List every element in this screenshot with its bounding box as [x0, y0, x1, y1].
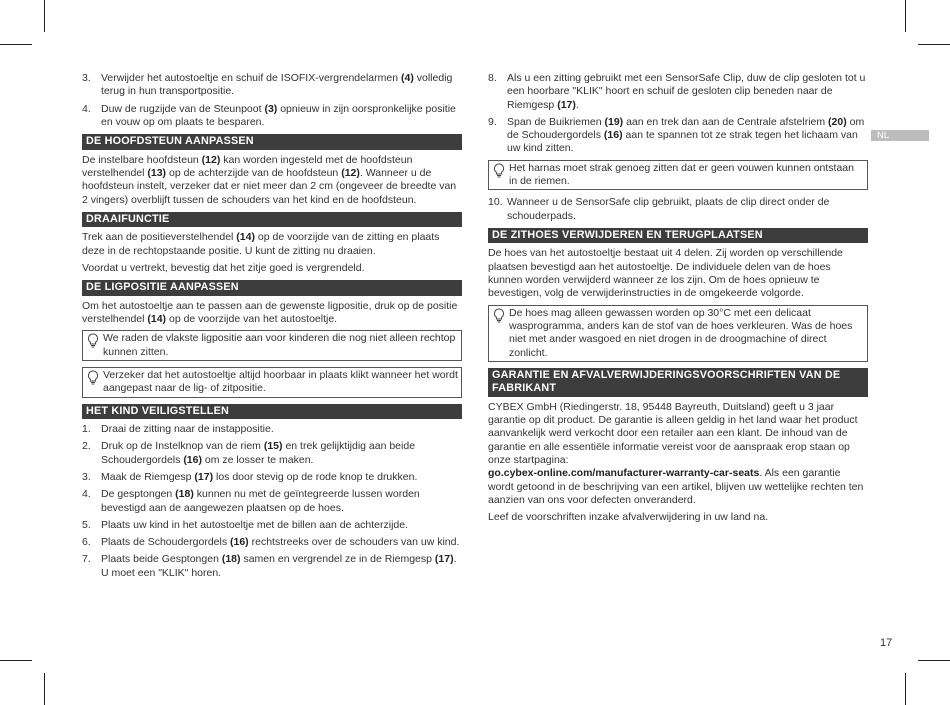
note-box [82, 367, 462, 398]
list-item: 2. Druk op de Instelknop van de riem (15) en trek gelijktijdig aan beide Schoudergordels (16) om ze losser te maken. [82, 440, 416, 466]
note-box [488, 305, 868, 362]
paragraph-rotate-2: Voordat u vertrekt, bevestig dat het zitje goed is vergrendeld. [82, 261, 365, 274]
paragraph-recline: Om het autostoeltje aan te passen aan de gewenste ligpositie, druk op de positie verstelhendel (14) op de voorzijde van het autostoeltje. [82, 299, 458, 326]
crop-mark [905, 673, 906, 705]
list-item-text: Plaats beide Gesptongen (18) samen en vergrendel ze in de Riemgesp (17). U moet een "KLIK" horen. [101, 553, 457, 579]
warranty-text: . Als een garantie wordt getoond in de beschrijving van een artikel, blijven uw wettelijke rechten ten aanzien van ons voor defecten onveranderd. [488, 467, 864, 506]
list-item-text: Duw de rugzijde van de Steunpoot (3) opnieuw in zijn oorspronkelijke positie en vouw op om plaats te besparen. [101, 102, 456, 128]
warranty-link[interactable]: go.cybex-online.com/manufacturer-warranty-car-seats [488, 467, 760, 480]
section-heading-secure: HET KIND VEILIGSTELLEN [82, 404, 462, 420]
crop-mark [918, 660, 950, 661]
list-item-text: Verwijder het autostoeltje en schuif de ISOFIX-vergrendelarmen (4) volledig terug in hun transportpositie. [101, 72, 453, 98]
section-heading-cover: DE ZITHOES VERWIJDEREN EN TERUGPLAATSEN [488, 228, 868, 244]
list-item-text: Druk op de Instelknop van de riem (15) en trek gelijktijdig aan beide Schoudergordels (16) om ze losser te maken. [101, 440, 416, 466]
list-item-text: Als u een zitting gebruikt met een SensorSafe Clip, duw de clip gesloten tot u een hoorbare "KLIK" hoort en schuif de gesloten clip beneden naar de Riemgesp (17). [507, 72, 866, 111]
list-item: 7. Plaats beide Gesptongen (18) samen en vergrendel ze in de Riemgesp (17). U moet een "KLIK" horen. [82, 553, 457, 579]
list-item: 4. Duw de rugzijde van de Steunpoot (3) opnieuw in zijn oorspronkelijke positie en vouw op om plaats te besparen. [82, 102, 456, 128]
paragraph-headrest: De instelbare hoofdsteun (12) kan worden ingesteld met de hoofdsteun verstelhendel (13) op de achterzijde van de hoofdsteun (12). Wanneer u de hoofdsteun instelt, verzeker dat er niet meer dan 2 cm (ongeveer de breedte van 2 vingers) overblijft tussen de schouders van het kind en de hoofdsteun. [82, 153, 457, 206]
note-box [82, 330, 462, 361]
list-item-text: Plaats de Schoudergordels (16) rechtstreeks over de schouders van uw kind. [101, 536, 460, 549]
right-column [488, 72, 868, 529]
warranty-text: CYBEX GmbH (Riedingerstr. 18, 95448 Bayreuth, Duitsland) geeft u 3 jaar garantie op dit product. De garantie is alleen geldig in het land waar het product aanvankelijk werd verkocht door een retailer aan een klant. De inhoud van de garantie en alle essentiële informatie vereist voor de aanspraak erop staan op onze startpagina: [488, 400, 858, 467]
crop-mark [44, 673, 45, 705]
steps-list-c [488, 72, 868, 156]
crop-mark [44, 0, 45, 32]
paragraph-warranty [488, 401, 868, 507]
page-number: 17 [880, 637, 893, 649]
list-item-text: Draai de zitting naar de instappositie. [101, 423, 274, 436]
crop-mark [905, 0, 906, 32]
list-item-text: Wanneer u de SensorSafe clip gebruikt, plaats de clip direct onder de schouderpads. [507, 196, 830, 222]
list-item: 3. Maak de Riemgesp (17) los door stevig op de rode knop te drukken. [82, 470, 418, 483]
section-heading-headrest: DE HOOFDSTEUN AANPASSEN [82, 134, 462, 150]
paragraph-cover: De hoes van het autostoeltje bestaat uit 4 delen. Zij worden op verschillende plaatsen bevestigd aan het autostoeltje. De individuele delen van de hoes kunnen worden verwijderd wanneer ze los zijn. Om de hoes opnieuw te bevestigen, volg de verwijderinstructies in de omgekeerde volgorde. [488, 247, 843, 300]
section-heading-warranty: GARANTIE EN AFVALVERWIJDERINGSVOORSCHRIFTEN VAN DE FABRIKANT [488, 368, 868, 397]
paragraph-disposal: Leef de voorschriften inzake afvalverwijdering in uw land na. [488, 511, 769, 524]
list-item: 1. Draai de zitting naar de instappositie. [82, 423, 274, 436]
list-item-text: Maak de Riemgesp (17) los door stevig op de rode knop te drukken. [101, 470, 418, 483]
list-item: 3. Verwijder het autostoeltje en schuif de ISOFIX-vergrendelarmen (4) volledig terug in hun transportpositie. [82, 72, 453, 98]
paragraph-rotate-1: Trek aan de positieverstelhendel (14) op de voorzijde van de zitting en plaats deze in de rechtopstaande positie. U kunt de zitting nu draaien. [82, 231, 440, 257]
left-column [82, 72, 462, 584]
list-item: 8. Als u een zitting gebruikt met een SensorSafe Clip, duw de clip gesloten tot u een hoorbare "KLIK" hoort en schuif de gesloten clip beneden naar de Riemgesp (17). [488, 72, 866, 111]
note-box [488, 160, 868, 191]
list-item: 4. De gesptongen (18) kunnen nu met de geïntegreerde lussen worden bevestigd aan de aangewezen plaatsen op de hoes. [82, 488, 420, 514]
list-item-text: De gesptongen (18) kunnen nu met de geïntegreerde lussen worden bevestigd aan de aangewezen plaatsen op de hoes. [101, 488, 420, 514]
list-item-text: Plaats uw kind in het autostoeltje met de billen aan de achterzijde. [101, 518, 409, 531]
lightbulb-icon [87, 370, 99, 385]
list-item-text: Span de Buikriemen (19) aan en trek dan aan de Centrale afstelriem (20) om de Schoudergordels (16) aan te spannen tot ze strak tegen het lichaam van uw kind zitten. [507, 115, 865, 155]
language-tab: NL [871, 130, 929, 141]
steps-list-b [82, 423, 462, 580]
crop-mark [918, 44, 950, 45]
section-heading-recline: DE LIGPOSITIE AANPASSEN [82, 280, 462, 296]
lightbulb-icon [87, 333, 99, 348]
list-item: 10. Wanneer u de SensorSafe clip gebruikt, plaats de clip direct onder de schouderpads. [488, 196, 830, 222]
note-text: Verzeker dat het autostoeltje altijd hoorbaar in plaats klikt wanneer het wordt aangepast naar de lig- of zitpositie. [103, 368, 458, 395]
section-heading-rotate: DRAAIFUNCTIE [82, 212, 462, 228]
lightbulb-icon [493, 308, 505, 323]
list-item: 6. Plaats de Schoudergordels (16) rechtstreeks over de schouders van uw kind. [82, 536, 460, 549]
note-text: We raden de vlakste ligpositie aan voor kinderen die nog niet alleen rechtop kunnen zitten. [103, 332, 456, 358]
list-item: 5. Plaats uw kind in het autostoeltje met de billen aan de achterzijde. [82, 518, 409, 531]
crop-mark [0, 660, 32, 661]
crop-mark [0, 44, 32, 45]
steps-list-d [488, 196, 868, 223]
steps-list-a [82, 72, 462, 129]
lightbulb-icon [493, 163, 505, 178]
list-item: 9. Span de Buikriemen (19) aan en trek dan aan de Centrale afstelriem (20) om de Schoudergordels (16) aan te spannen tot ze strak tegen het lichaam van uw kind zitten. [488, 115, 865, 155]
note-text: De hoes mag alleen gewassen worden op 30°C met een delicaat wasprogramma, anders kan de stof van de hoes verkleuren. Was de hoes niet met ander wasgoed en niet drogen in de droogmachine of direct zonlicht. [509, 306, 853, 359]
note-text: Het harnas moet strak genoeg zitten dat er geen vouwen kunnen ontstaan in de riemen. [509, 161, 854, 188]
